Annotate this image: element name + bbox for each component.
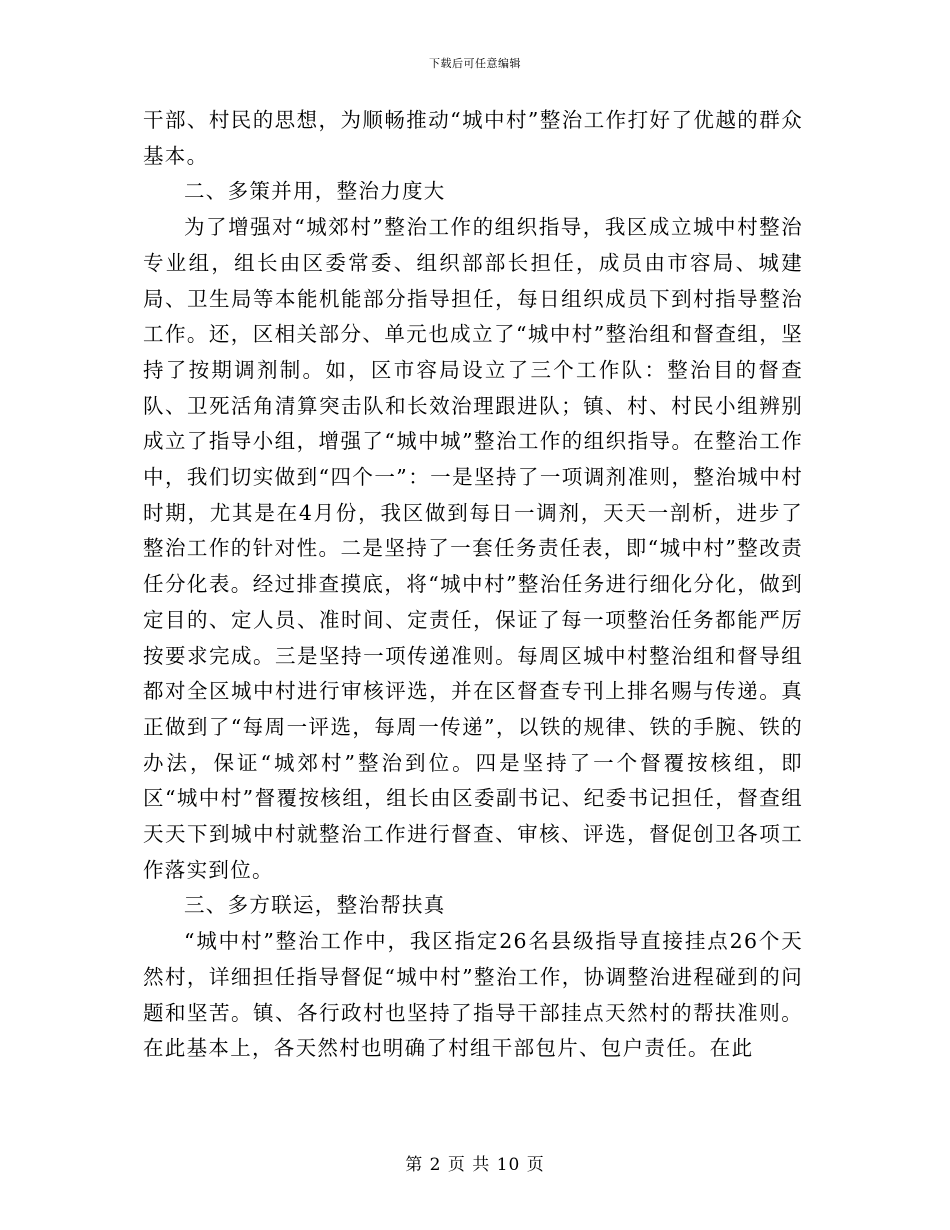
section-heading-3: 三、多方联运，整治帮扶真 [184, 893, 446, 918]
page-header: 下载后可任意编辑 [429, 57, 521, 70]
paragraph: 为了增强对“城郊村”整治工作的组织指导，我区成立城中村整治专业组，组长由区委常委、组织部部长担任，成员由市容局、城建局、卫生局等本能机能部分指导担任，每日组织成员下到村指导整治工作。还，区相关部分、单元也成立了“城中村”整治组和督查组，坚持了按期调剂制。如，区市容局设立了三个工作队：整治目的督查队、卫死活角清算突击队和长效治理跟进队；镇、村、村民小组辨别成立了指导小组，增强了“城中城”整治工作的组织指导。在整治工作中，我们切实做到“四个一”：一是坚持了一项调剂准则，整治城中村时期，尤其是在4月份，我区做到每日一调剂，天天一剖析，进步了整治工作的针对性。二是坚持了一套任务责任表，即“城中村”整改责任分化表。经过排查摸底，将“城中村”整治任务进行细化分化，做到定目的、定人员、准时间、定责任，保证了每一项整治任务都能严厉按要求完成。三是坚持一项传递准则。每周区城中村整治组和督导组都对全区城中村进行审核评选，并在区督查专刊上排名赐与传递。真正做到了“每周一评选，每周一传递”，以铁的规律、铁的手腕、铁的办法，保证“城郊村”整治到位。四是坚持了一个督覆按核组，即区“城中村”督覆按核组，组长由区委副书记、纪委书记担任，督查组天天下到城中村就整治工作进行督查、审核、评选，督促创卫各项工作落实到位。 [143, 215, 803, 882]
page-footer: 第 2 页 共 10 页 [405, 1155, 545, 1175]
paragraph-continuation: 干部、村民的思想，为顺畅推动“城中村”整治工作打好了优越的群众基本。 [143, 108, 803, 168]
section-heading-2: 二、多策并用，整治力度大 [184, 179, 446, 204]
paragraph: “城中村”整治工作中，我区指定26名县级指导直接挂点26个天然村，详细担任指导督促“城中村”整治工作，协调整治进程碰到的问题和坚苦。镇、各行政村也坚持了指导干部挂点天然村的帮扶准则。在此基本上，各天然村也明确了村组干部包片、包户责任。在此 [143, 929, 803, 1061]
document-body [143, 103, 803, 1067]
